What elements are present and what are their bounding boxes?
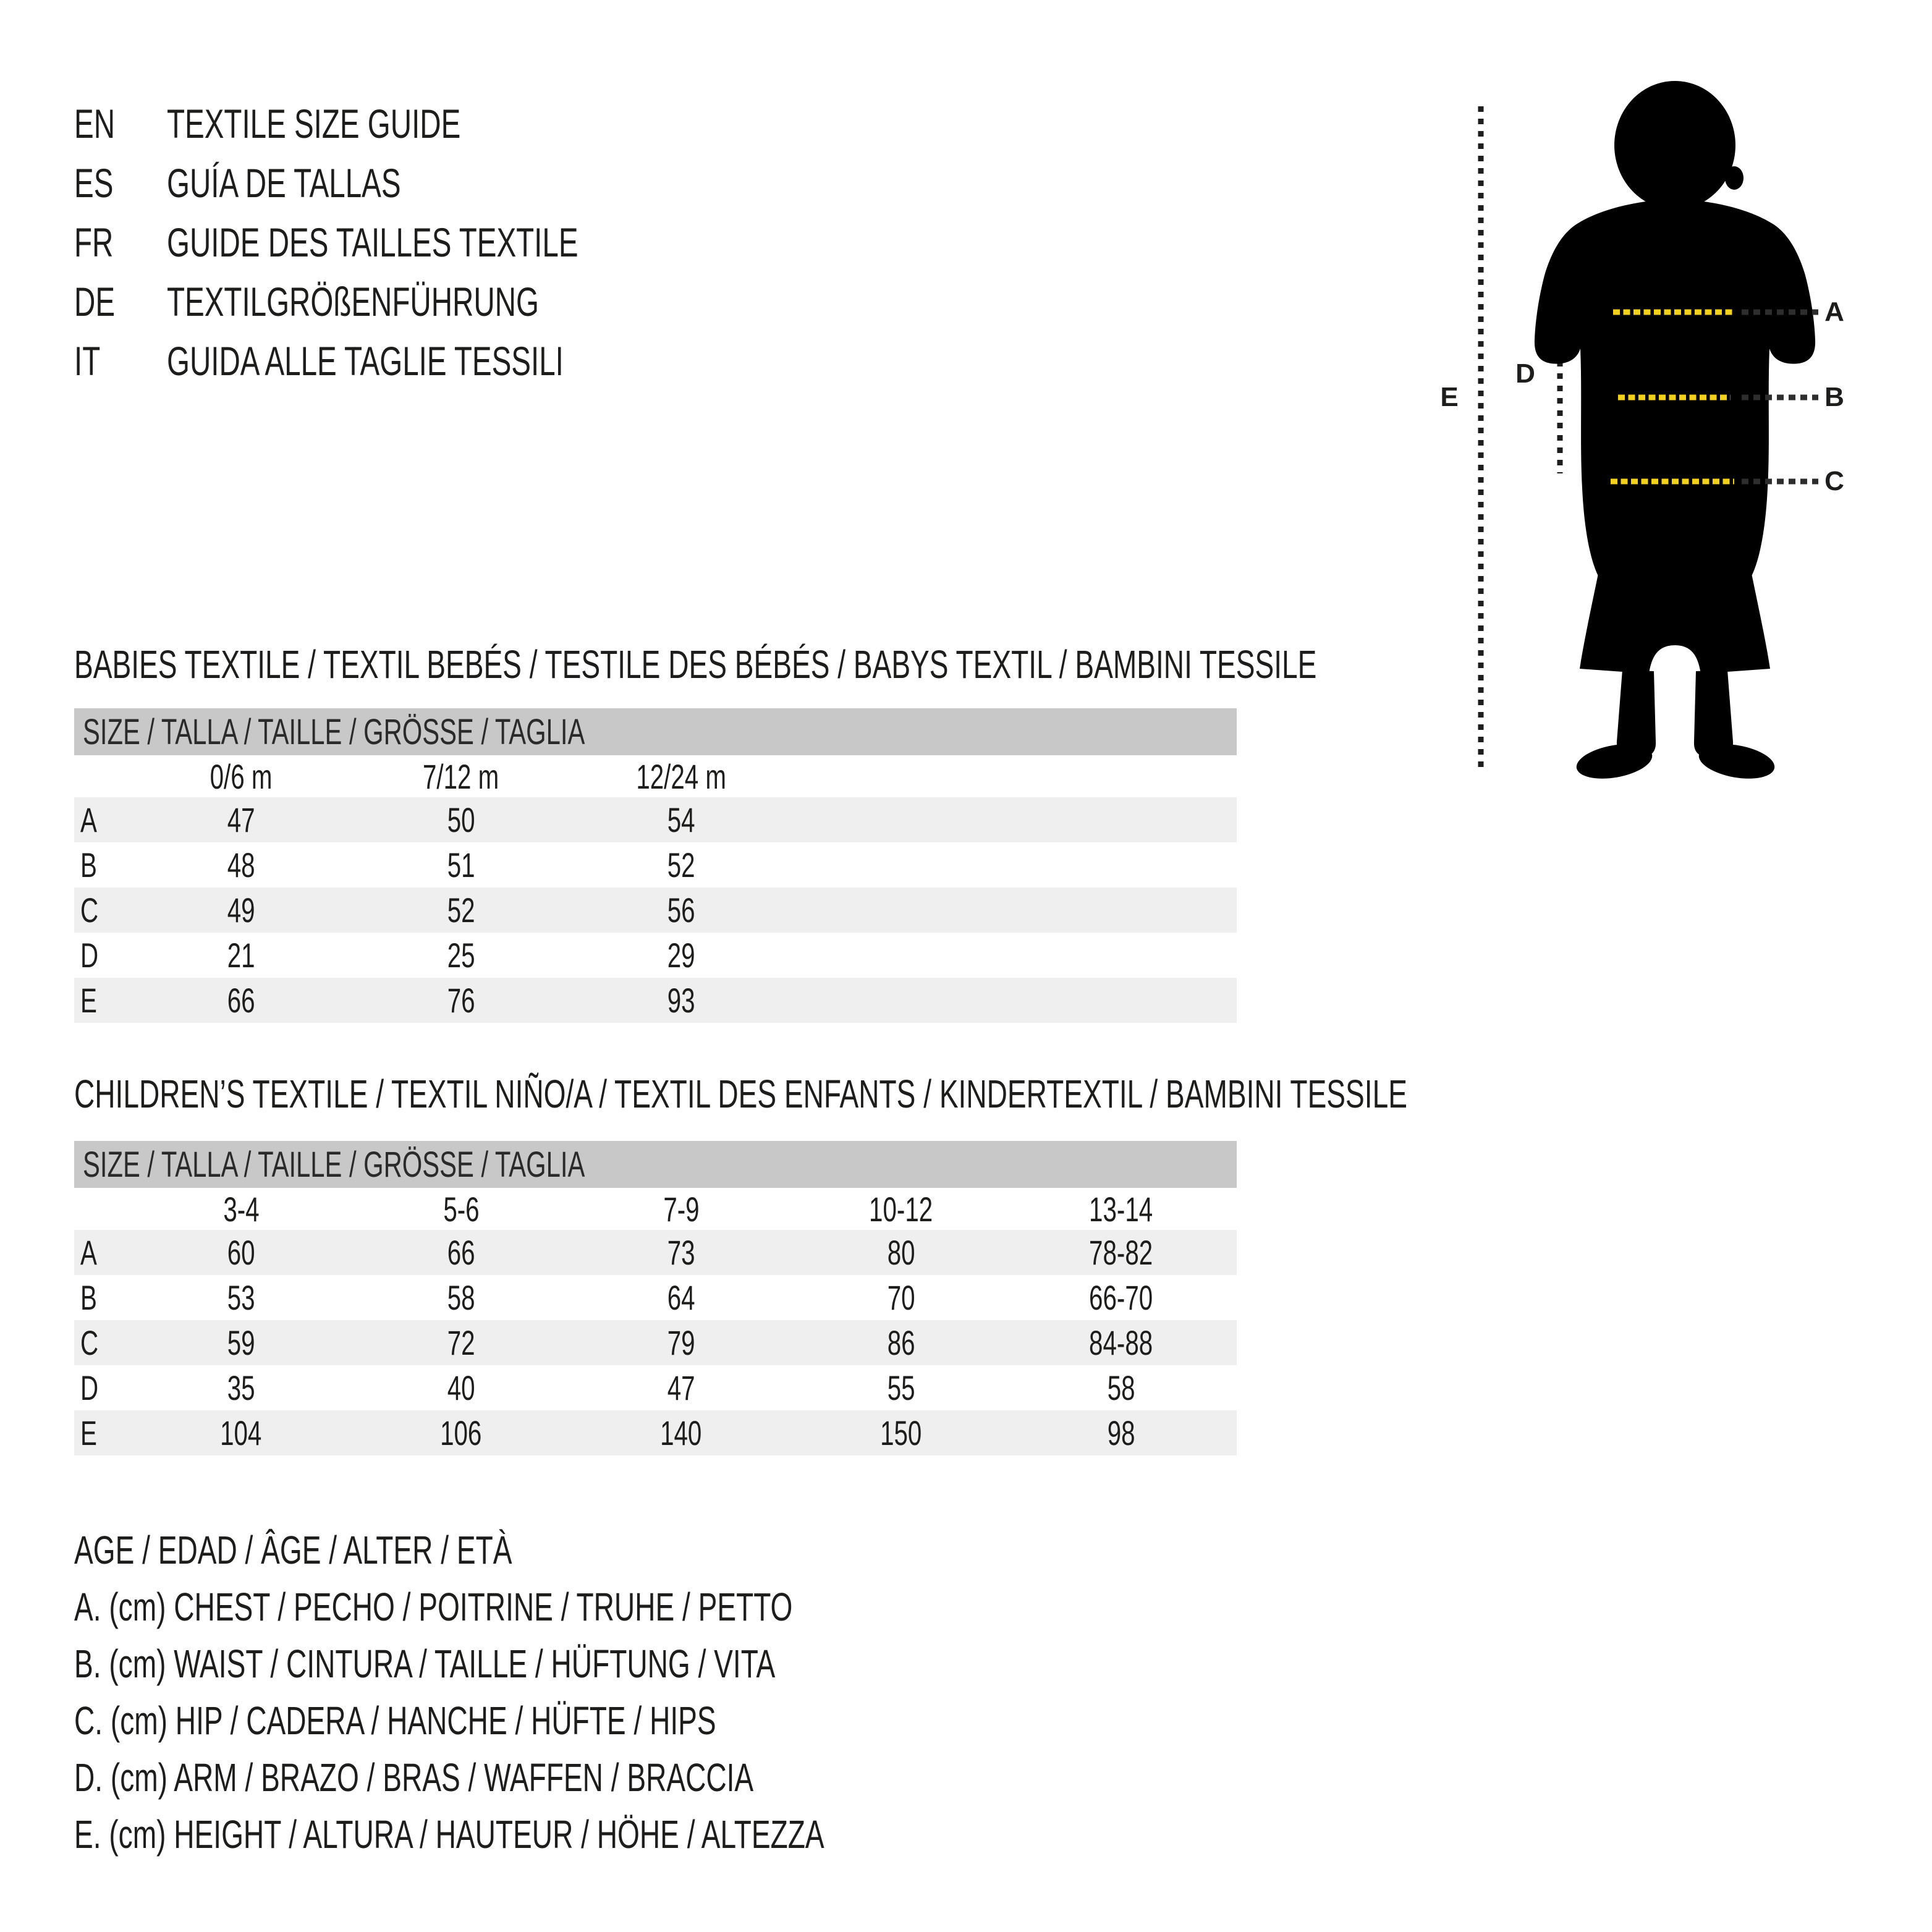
children-size-table bbox=[74, 1141, 1237, 1455]
table-row bbox=[74, 797, 1237, 842]
legend-line: D. (cm) ARM / BRAZO / BRAS / WAFFEN / BRACCIA bbox=[74, 1755, 754, 1800]
language-code: DE bbox=[74, 279, 116, 324]
language-code: EN bbox=[74, 101, 116, 146]
cell: 70 bbox=[887, 1278, 915, 1317]
cell: 47 bbox=[227, 800, 255, 839]
language-title: TEXTILGRÖßENFÜHRUNG bbox=[167, 279, 539, 324]
legend-line: B. (cm) WAIST / CINTURA / TAILLE / HÜFTUNG / VITA bbox=[74, 1642, 776, 1686]
babies-section-heading: BABIES TEXTILE / TEXTIL BEBÉS / TESTILE DES BÉBÉS / BABYS TEXTIL / BAMBINI TESSILE bbox=[74, 642, 1317, 687]
cell: 35 bbox=[227, 1368, 255, 1407]
cell: 78-82 bbox=[1089, 1233, 1153, 1272]
cell: 50 bbox=[447, 800, 475, 839]
measure-label-c: C bbox=[1824, 466, 1844, 496]
table-row bbox=[74, 1410, 1237, 1455]
cell: 54 bbox=[667, 800, 695, 839]
children-section-heading: CHILDREN’S TEXTILE / TEXTIL NIÑO/A / TEXTIL DES ENFANTS / KINDERTEXTIL / BAMBINI TESSILE bbox=[74, 1072, 1407, 1116]
cell: 25 bbox=[447, 936, 475, 975]
column-header-cell: 7-9 bbox=[663, 1189, 700, 1229]
row-label: B bbox=[80, 1278, 97, 1317]
column-header-row bbox=[74, 1188, 1237, 1230]
cell: 72 bbox=[447, 1323, 475, 1362]
language-code: ES bbox=[74, 160, 114, 206]
silhouette-ear bbox=[1725, 166, 1743, 190]
column-header-cell: 12/24 m bbox=[636, 756, 726, 796]
measure-label-d: D bbox=[1515, 358, 1535, 389]
cell: 66-70 bbox=[1089, 1278, 1153, 1317]
cell: 29 bbox=[667, 936, 695, 975]
column-header-cell: 10-12 bbox=[869, 1189, 933, 1229]
legend-line: AGE / EDAD / ÂGE / ALTER / ETÀ bbox=[74, 1528, 512, 1572]
cell: 66 bbox=[447, 1233, 475, 1272]
cell: 53 bbox=[227, 1278, 255, 1317]
row-label: B bbox=[80, 845, 97, 884]
cell: 52 bbox=[447, 891, 475, 930]
size-header-bar: SIZE / TALLA / TAILLE / GRÖSSE / TAGLIA bbox=[74, 1141, 1237, 1188]
language-row bbox=[74, 94, 738, 153]
row-label: D bbox=[80, 1368, 99, 1407]
legend-line: A. (cm) CHEST / PECHO / POITRINE / TRUHE / PETTO bbox=[74, 1585, 793, 1629]
table-row bbox=[74, 933, 1237, 978]
legend-line: E. (cm) HEIGHT / ALTURA / HAUTEUR / HÖHE / ALTEZZA bbox=[74, 1812, 824, 1857]
cell: 64 bbox=[667, 1278, 695, 1317]
measure-label-a: A bbox=[1824, 297, 1844, 327]
language-code: IT bbox=[74, 338, 101, 384]
row-label: C bbox=[80, 891, 99, 930]
language-row bbox=[74, 331, 738, 391]
cell: 73 bbox=[667, 1233, 695, 1272]
cell: 59 bbox=[227, 1323, 255, 1362]
table-row bbox=[74, 1365, 1237, 1410]
cell: 21 bbox=[227, 936, 255, 975]
cell: 86 bbox=[887, 1323, 915, 1362]
measurement-legend bbox=[74, 1522, 1116, 1863]
cell: 58 bbox=[447, 1278, 475, 1317]
cell: 48 bbox=[227, 845, 255, 884]
row-label: C bbox=[80, 1323, 99, 1362]
language-code: FR bbox=[74, 219, 114, 265]
cell: 106 bbox=[440, 1413, 482, 1452]
babies-size-table bbox=[74, 708, 1237, 1023]
language-title: GUIDE DES TAILLES TEXTILE bbox=[167, 219, 578, 265]
silhouette-tshirt bbox=[1535, 199, 1815, 576]
silhouette-head bbox=[1614, 81, 1735, 210]
language-title: TEXTILE SIZE GUIDE bbox=[167, 101, 461, 146]
row-label: E bbox=[80, 981, 97, 1020]
row-label: E bbox=[80, 1413, 97, 1452]
table-row bbox=[74, 1230, 1237, 1275]
language-title: GUIDA ALLE TAGLIE TESSILI bbox=[167, 338, 564, 384]
cell: 51 bbox=[447, 845, 475, 884]
cell: 84-88 bbox=[1089, 1323, 1153, 1362]
cell: 76 bbox=[447, 981, 475, 1020]
row-label: D bbox=[80, 936, 99, 975]
table-row bbox=[74, 842, 1237, 888]
cell: 40 bbox=[447, 1368, 475, 1407]
column-header-cell: 7/12 m bbox=[423, 756, 499, 796]
column-header-cell: 3-4 bbox=[222, 1189, 260, 1229]
language-row bbox=[74, 213, 738, 272]
cell: 60 bbox=[227, 1233, 255, 1272]
column-header-cell: 13-14 bbox=[1089, 1189, 1153, 1229]
cell: 49 bbox=[227, 891, 255, 930]
cell: 98 bbox=[1107, 1413, 1135, 1452]
legend-line: C. (cm) HIP / CADERA / HANCHE / HÜFTE / HIPS bbox=[74, 1698, 716, 1743]
size-header-bar: SIZE / TALLA / TAILLE / GRÖSSE / TAGLIA bbox=[74, 708, 1237, 755]
cell: 47 bbox=[667, 1368, 695, 1407]
column-header-cell: 5-6 bbox=[443, 1189, 480, 1229]
cell: 66 bbox=[227, 981, 255, 1020]
language-list bbox=[74, 94, 738, 391]
cell: 80 bbox=[887, 1233, 915, 1272]
cell: 79 bbox=[667, 1323, 695, 1362]
table-row bbox=[74, 1275, 1237, 1320]
language-row bbox=[74, 272, 738, 331]
table-row bbox=[74, 978, 1237, 1023]
cell: 104 bbox=[220, 1413, 262, 1452]
row-label: A bbox=[80, 800, 97, 839]
cell: 58 bbox=[1107, 1368, 1135, 1407]
column-header-row bbox=[74, 755, 1237, 797]
measure-label-e: E bbox=[1440, 382, 1459, 412]
table-row bbox=[74, 1320, 1237, 1365]
cell: 93 bbox=[667, 981, 695, 1020]
cell: 150 bbox=[880, 1413, 922, 1452]
cell: 52 bbox=[667, 845, 695, 884]
cell: 56 bbox=[667, 891, 695, 930]
measure-label-b: B bbox=[1824, 382, 1844, 412]
cell: 55 bbox=[887, 1368, 915, 1407]
language-title: GUÍA DE TALLAS bbox=[167, 160, 401, 206]
row-label: A bbox=[80, 1233, 97, 1272]
table-row bbox=[74, 888, 1237, 933]
cell: 140 bbox=[660, 1413, 702, 1452]
language-row bbox=[74, 153, 738, 213]
column-header-cell: 0/6 m bbox=[210, 756, 273, 796]
